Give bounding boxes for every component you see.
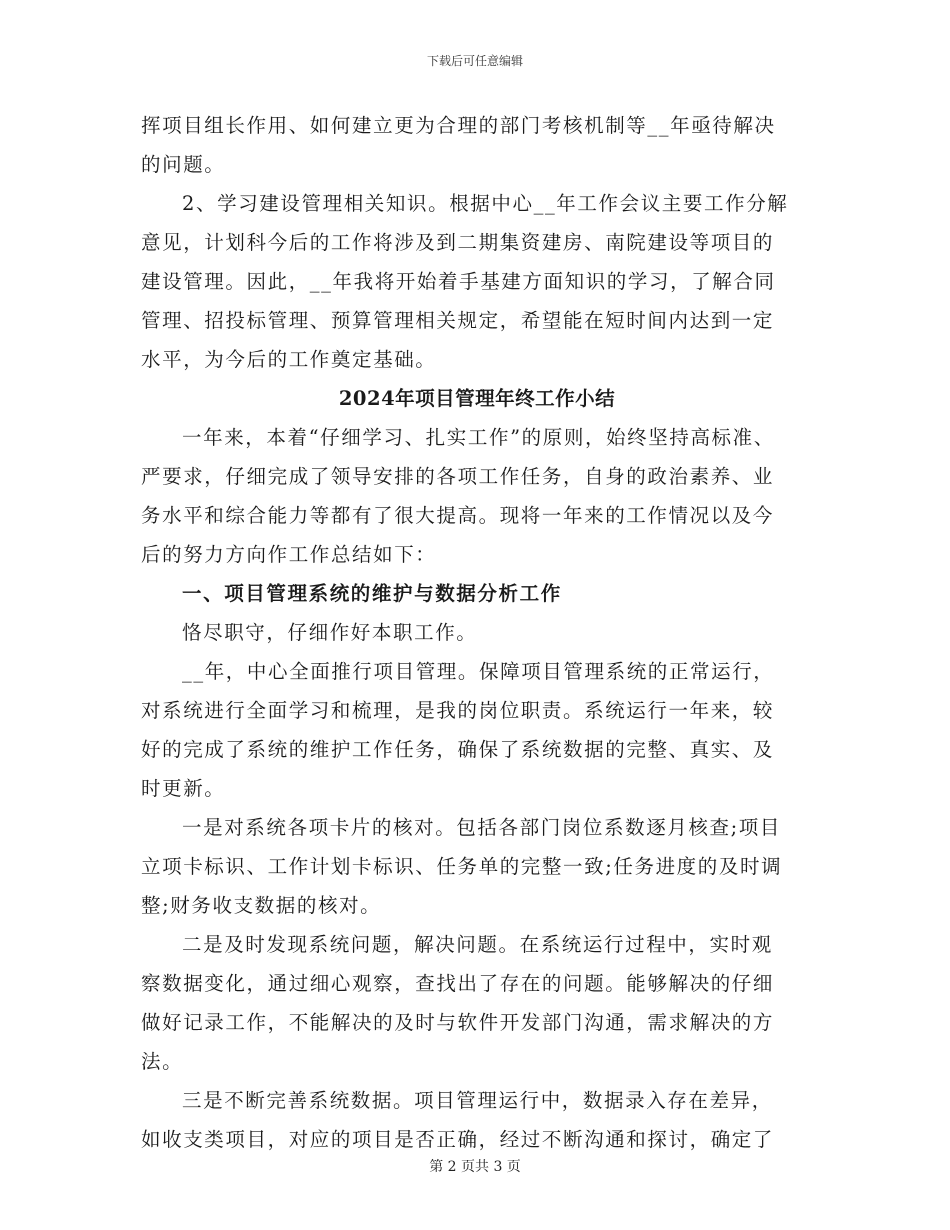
text-line: 整;财务收支数据的核对。 xyxy=(141,894,382,917)
text-line: 严要求，仔细完成了领导安排的各项工作任务，自身的政治素养、业 xyxy=(141,465,775,488)
text-line: 对系统进行全面学习和梳理，是我的岗位职责。系统运行一年来，较 xyxy=(141,699,775,722)
text-line: 后的努力方向作工作总结如下： xyxy=(141,543,437,566)
text-line: 做好记录工作，不能解决的及时与软件开发部门沟通，需求解决的方 xyxy=(141,1011,775,1034)
text-line: 管理、招投标管理、预算管理相关规定，希望能在短时间内达到一定 xyxy=(141,309,775,332)
text-line: 水平，为今后的工作奠定基础。 xyxy=(141,348,437,371)
paragraph-start: __年，中心全面推行项目管理。保障项目管理系统的正常运行， xyxy=(182,660,775,683)
text-line: 时更新。 xyxy=(141,777,226,800)
text-line: 法。 xyxy=(141,1050,184,1073)
subsection-heading: 一、项目管理系统的维护与数据分析工作 xyxy=(182,582,562,605)
paragraph-start: 三是不断完善系统数据。项目管理运行中，数据录入存在差异， xyxy=(182,1089,773,1112)
text-line: 挥项目组长作用、如何建立更为合理的部门考核机制等__年亟待解决 xyxy=(141,114,776,137)
paragraph-start: 2、学习建设管理相关知识。根据中心__年工作会议主要工作分解 xyxy=(182,192,789,215)
paragraph-start: 二是及时发现系统问题，解决问题。在系统运行过程中，实时观 xyxy=(182,933,773,956)
text-line: 如收支类项目，对应的项目是否正确，经过不断沟通和探讨，确定了 xyxy=(141,1128,775,1151)
text-line: 建设管理。因此，__年我将开始着手基建方面知识的学习，了解合同 xyxy=(141,270,776,293)
text-line: 立项卡标识、工作计划卡标识、任务单的完整一致;任务进度的及时调 xyxy=(141,855,783,878)
text-line: 的问题。 xyxy=(141,153,226,176)
text-line: 察数据变化，通过细心观察，查找出了存在的问题。能够解决的仔细 xyxy=(141,972,775,995)
paragraph-start: 一年来，本着“仔细学习、扎实工作”的原则，始终坚持高标准、 xyxy=(182,426,775,449)
paragraph-start: 一是对系统各项卡片的核对。包括各部门岗位系数逐月核查;项目 xyxy=(182,816,781,839)
section-title: 2024年项目管理年终工作小结 xyxy=(338,387,616,410)
paragraph-start: 恪尽职守，仔细作好本职工作。 xyxy=(182,621,478,644)
page-footer: 第 2 页共 3 页 xyxy=(429,1159,521,1175)
text-line: 好的完成了系统的维护工作任务，确保了系统数据的完整、真实、及 xyxy=(141,738,775,761)
text-line: 务水平和综合能力等都有了很大提高。现将一年来的工作情况以及今 xyxy=(141,504,775,527)
text-line: 意见，计划科今后的工作将涉及到二期集资建房、南院建设等项目的 xyxy=(141,231,775,254)
document-body xyxy=(141,106,813,1159)
page-header: 下载后可任意编辑 xyxy=(426,54,523,68)
